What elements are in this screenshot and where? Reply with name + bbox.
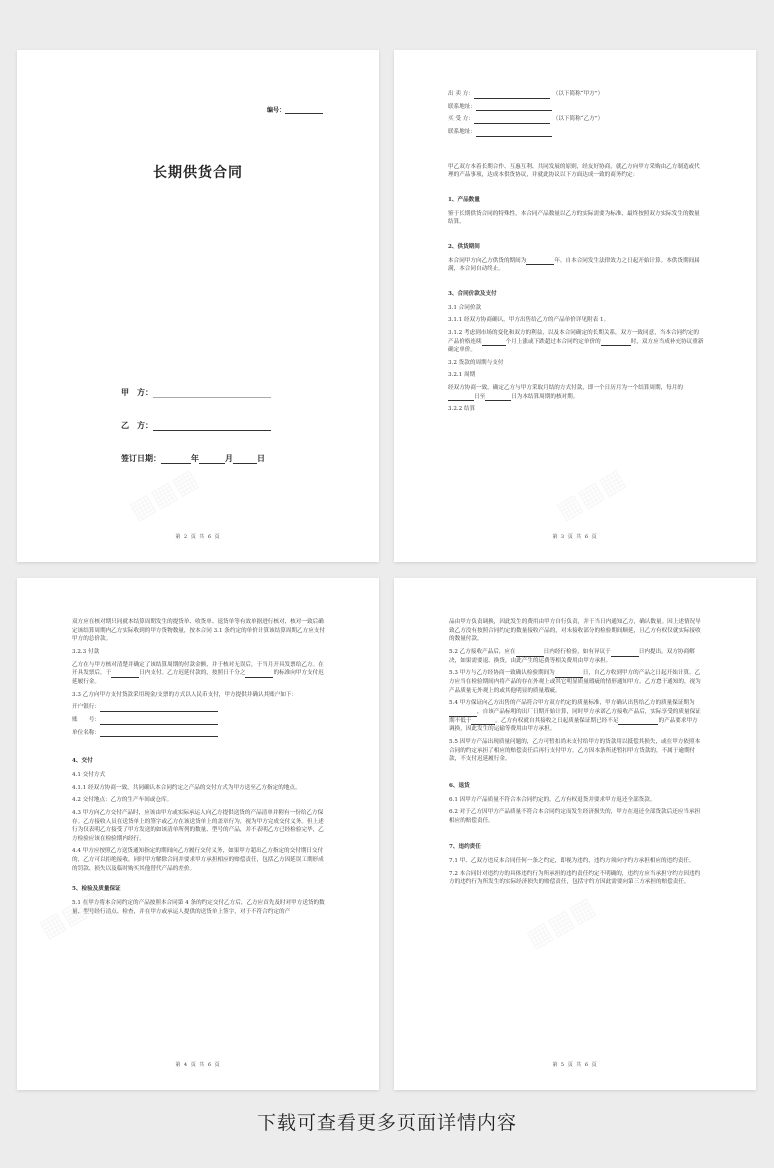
clause-3-1-2-text-a: 3.1.2 考虑到市场的变化和双方的利益，以及本合同确定的长期关系，双方一致同意，当本合同约定的产品价格连续 bbox=[448, 329, 699, 345]
clause-5-4-text-b: ，自该产品标明的出厂日期开始计算，同时甲方承诺乙方接收产品后，实际享受的质量保证期不低于 bbox=[449, 708, 701, 724]
section-5-title: 5、检验及质量保证 bbox=[72, 886, 121, 893]
party-b-blank bbox=[153, 424, 271, 431]
clause-5-3-text-b: 日，自乙方收到甲方的产品之日起开始计算。乙方应当在检验期间内将产品的存在外观上或其它明显质量瑕疵的情形通知甲方。乙方怠于通知的，视为产品质量无外观上的或其他明显的质量瑕疵。 bbox=[449, 670, 701, 694]
party-b-label: 乙 方： bbox=[121, 421, 153, 430]
section-4-title: 4、交付 bbox=[72, 758, 93, 765]
payment-text-b: 日内支付。乙方迟延付款的，按照日千分之 bbox=[139, 670, 246, 677]
account-blank bbox=[100, 718, 218, 725]
min-warranty-blank bbox=[471, 718, 495, 725]
inspection-days-blank bbox=[516, 650, 544, 657]
clause-5-2-text-b: 日内经行检验，如有异议于 bbox=[543, 648, 611, 655]
contract-number-label: 编号： bbox=[267, 107, 286, 114]
section-2-text-b: 年。自本合同发生法律效力之日起开始计算。本供货期间届满，本合同自动终止。 bbox=[448, 257, 700, 273]
sign-date-line bbox=[121, 453, 265, 464]
unit-name-blank bbox=[100, 730, 218, 737]
clause-4-1: 4.1 交付方式 bbox=[72, 771, 106, 778]
party-b-line bbox=[121, 420, 271, 431]
page-number: 第 2 页 共 6 页 bbox=[175, 534, 221, 540]
contract-number-blank bbox=[285, 107, 323, 114]
seller-address-label: 联系地址： bbox=[448, 103, 476, 110]
section-1-title: 1、产品数量 bbox=[448, 196, 480, 203]
watermark bbox=[521, 892, 600, 955]
page-5 bbox=[394, 578, 756, 1090]
warranty-period-blank bbox=[449, 710, 477, 717]
clause-6-1: 6.1 因甲方产品质量不符合本合同约定的，乙方有权退货并要求甲方返还全部货款。 bbox=[449, 796, 656, 803]
page-2-cover bbox=[17, 50, 379, 562]
clause-3-2-1: 3.2.1 周期 bbox=[448, 372, 476, 379]
clause-5-2-text-a: 5.2 乙方接收产品后，应在 bbox=[449, 648, 516, 655]
clause-5-4-text-a: 5.4 甲方保证向乙方出售的产品符合甲方双方约定的质量标准，甲方确认出售给乙方的质量保证期为 bbox=[449, 700, 695, 707]
page-5-body bbox=[449, 618, 703, 891]
clause-5-3 bbox=[449, 669, 703, 695]
page-number: 第 4 页 共 6 页 bbox=[175, 1062, 221, 1068]
penalty-rate-blank bbox=[245, 671, 273, 678]
replacement-paragraph: 品由甲方负责调换，因此发生的费用由甲方自行负责，并于当日内通知乙方，确认数量。因上述情况导致乙方没有按照合同约定的数量接收产品的，对未接收部分的检验期间顺延，且乙方有权仅就实际接收的数量付款。 bbox=[449, 619, 701, 643]
section-6-title: 6、退货 bbox=[449, 782, 470, 789]
clause-5-2-text-c: 日内提出，双方协商解决，如果需要退、换货，由此产生的运费等相关费用由甲方承担。 bbox=[449, 648, 695, 664]
start-day-blank bbox=[448, 394, 474, 401]
clause-3-3: 3.3 乙方向甲方支付货款采用现金/支票的方式以人民币支付，甲方提供并确认其账户如下： bbox=[72, 691, 298, 698]
party-a-label: 甲 方： bbox=[121, 388, 153, 397]
page-4-body bbox=[72, 618, 326, 920]
page-number: 第 5 页 共 6 页 bbox=[552, 1062, 598, 1068]
section-2-text-a: 本合同甲方向乙方供货的期间为 bbox=[448, 257, 527, 264]
clause-5-4-text-c: 。乙方有权就自其接收之日起质量保证期已经不足 bbox=[495, 717, 619, 724]
watermark bbox=[124, 464, 203, 527]
page-title: 长期供货合同 bbox=[153, 165, 243, 181]
payment-text-c: 的标准向甲方支付迟延履行金。 bbox=[72, 670, 324, 685]
account-label: 账 号： bbox=[72, 716, 100, 723]
download-more-link[interactable]: 下载可查看更多页面详情内容 bbox=[256, 1112, 517, 1134]
clause-4-2: 4.2 交付地点：乙方的生产车间或仓库。 bbox=[72, 797, 173, 804]
bank-label: 开户银行： bbox=[72, 704, 100, 711]
party-a-line bbox=[121, 387, 271, 398]
percent-blank bbox=[601, 339, 631, 346]
month-label: 月 bbox=[225, 454, 233, 463]
page-number: 第 3 页 共 6 页 bbox=[552, 534, 598, 540]
year-blank bbox=[161, 457, 191, 464]
clause-6-2: 6.2 对于乙方因甲方产品质量不符合本合同约定而发生经济损失的，甲方在返还全部货款后还应当承担相应的赔偿责任。 bbox=[449, 809, 701, 824]
section-1-body: 鉴于长期供货合同的特殊性，本合同产品数量以乙方的实际需要为标准，最终按照双方实际发生的数量结算。 bbox=[448, 210, 700, 226]
end-day-blank bbox=[485, 394, 511, 401]
buyer-address-label: 联系地址： bbox=[448, 128, 476, 135]
clause-7-1: 7.1 甲、乙双方违反本合同任何一条之约定，即视为违约，违约方须向守约方承担相应的违约责任。 bbox=[449, 858, 695, 865]
seller-blank bbox=[474, 92, 550, 99]
clause-3-1-2-text-b: 个月上涨或下跌超过本合同约定单价的 bbox=[505, 338, 601, 345]
section-3-title: 3、合同价款及支付 bbox=[448, 290, 497, 297]
clause-5-3-text-a: 5.3 甲方与乙方经协商一致确认检验期间为 bbox=[449, 670, 555, 677]
clause-3-2: 3.2 货款的周期与支付 bbox=[448, 359, 504, 366]
clause-3-2-3: 3.2.3 付款 bbox=[72, 648, 100, 655]
clause-3-1-2 bbox=[448, 329, 704, 355]
seller-address-blank bbox=[476, 104, 552, 111]
unit-name-label: 单位名称： bbox=[72, 729, 100, 736]
buyer-note: （以下简称“乙方”） bbox=[555, 116, 604, 123]
section-2-title: 2、供货期间 bbox=[448, 243, 480, 250]
clause-3-2-2: 3.2.2 结算 bbox=[448, 406, 476, 413]
clause-3-2-1-body bbox=[448, 384, 704, 401]
check-period-blank bbox=[555, 671, 583, 678]
clause-5-1: 5.1 在甲方将本合同约定的产品按照本合同第 4 条的约定交付乙方后，乙方应首先及时对甲方送货的数量、型号经行清点、检查，并在甲方或承运人提供的送货单上签字，对于不符合约定的产 bbox=[72, 900, 325, 915]
period-blank bbox=[526, 258, 554, 265]
settlement-paragraph: 双方应在核对期只同就本结算周期发生的提货单、收货单、退货单等有效单据进行核对，核对一致后确定该结算周期内乙方实际收到的甲方货物数量，按本合同 3.1 条约定的单价计算该结算周期乙方应支付甲方的总价款。 bbox=[72, 619, 325, 643]
day-label: 日 bbox=[257, 454, 265, 463]
clause-5-4-text-d: 的产品要求甲方调换，因此发生的运输等费用由甲方承担。 bbox=[449, 717, 698, 733]
clause-5-4 bbox=[449, 699, 703, 734]
page-3-body bbox=[448, 90, 704, 418]
clause-4-3: 4.3 甲方向乙方交付产品时，应该由甲方或实际承运人向乙方提供送货的产品清单并附有一份给乙方保存。乙方接收人员在送货单上的签字或乙方在该送货单上的盖章行为，视为甲方完成交付义务。但上述行为仅表明乙方接受了甲方发送的如该清单所列的数量、型号的产品，并不表明乙方已经检验完毕，乙方检验应该在检验期内经行。 bbox=[72, 809, 324, 842]
payment-text-a: 乙方在与甲方核对清楚并确定了该结算周期的付款金额，并于核对无误后，于当月开具发票给乙方。在开具发票后，于 bbox=[72, 661, 324, 677]
year-label: 年 bbox=[191, 454, 199, 463]
intro-paragraph: 甲乙双方本着长期合作、互惠互利、共同发展的原则，经友好协商，就乙方向甲方采购由乙方制造或代理的产品事项，达成本供货协议，并就此协议以下方面达成一致的商务约定： bbox=[448, 163, 700, 179]
clause-3-2-1-text-a: 经双方协商一致，确定乙方与甲方采取月结的方式付款，即一个日历月为一个结算周期，每月的 bbox=[448, 385, 683, 392]
seller-note: （以下简称“甲方”） bbox=[555, 91, 604, 97]
clause-4-1-1: 4.1.1 经双方协商一致，共同确认本合同约定之产品的交付方式为甲方送至乙方指定的地点。 bbox=[72, 784, 301, 791]
watermark bbox=[551, 464, 630, 527]
seller-label: 出 卖 方： bbox=[448, 91, 474, 97]
clause-5-5: 5.5 因甲方产品出现质量问题的，乙方可暂扣尚未支付给甲方的货款用以抵偿其损失，或在甲方依照本合同的约定承担了相应的赔偿责任后再行支付甲方。乙方因本条所述暂扣甲方货款的，不属于逾期付款，不支付迟延履行金。 bbox=[449, 738, 701, 763]
clause-3-1: 3.1 合同价款 bbox=[448, 304, 482, 311]
clause-3-1-2-text-c: 时，双方应当成补充协议重新确定单价。 bbox=[448, 338, 704, 354]
payment-days-blank bbox=[111, 671, 139, 678]
contract-number bbox=[267, 105, 323, 114]
day-blank bbox=[233, 457, 257, 464]
buyer-blank bbox=[474, 117, 550, 124]
months-blank bbox=[482, 339, 506, 346]
clause-3-1-1: 3.1.1 经双方协商确认，甲方出售给乙方的产品单价详见附表 1。 bbox=[448, 317, 610, 324]
payment-paragraph bbox=[72, 661, 326, 687]
section-2-body bbox=[448, 257, 704, 274]
page-4 bbox=[17, 578, 379, 1090]
buyer-address-blank bbox=[476, 130, 552, 137]
page-3 bbox=[394, 50, 756, 562]
section-7-title: 7、违约责任 bbox=[449, 844, 481, 851]
clause-3-2-1-text-c: 日为本结算周期的核对期。 bbox=[511, 393, 579, 400]
remaining-warranty-blank bbox=[618, 718, 658, 725]
sign-date-label: 签订日期： bbox=[121, 454, 161, 463]
bank-blank bbox=[100, 705, 218, 712]
party-a-blank bbox=[153, 391, 271, 398]
month-blank bbox=[199, 457, 225, 464]
clause-5-2 bbox=[449, 648, 703, 665]
clause-7-2: 7.2 本合同针对违约方的具体违约行为所承担的违约责任约定不明确的，违约方应当承担守约方因违约方的违约行为所发生的实际经济损失的赔偿责任，包括守约方因此需要向第三方承担的赔偿责任。 bbox=[449, 870, 701, 886]
clause-4-4: 4.4 甲方应按照乙方送货通知指定的期间向乙方履行交付义务，如果甲方超出乙方指定的交付期日交付的，乙方可以拒绝接收，同时甲方解除合同并要求甲方承担相应的赔偿责任，包括乙方因延误工期形成的罚款、损失以及临时购买其他替代产品的差价。 bbox=[72, 848, 324, 872]
buyer-label: 买 受 方： bbox=[448, 116, 474, 123]
clause-3-2-1-text-b: 日至 bbox=[474, 393, 486, 400]
objection-days-blank bbox=[611, 650, 639, 657]
